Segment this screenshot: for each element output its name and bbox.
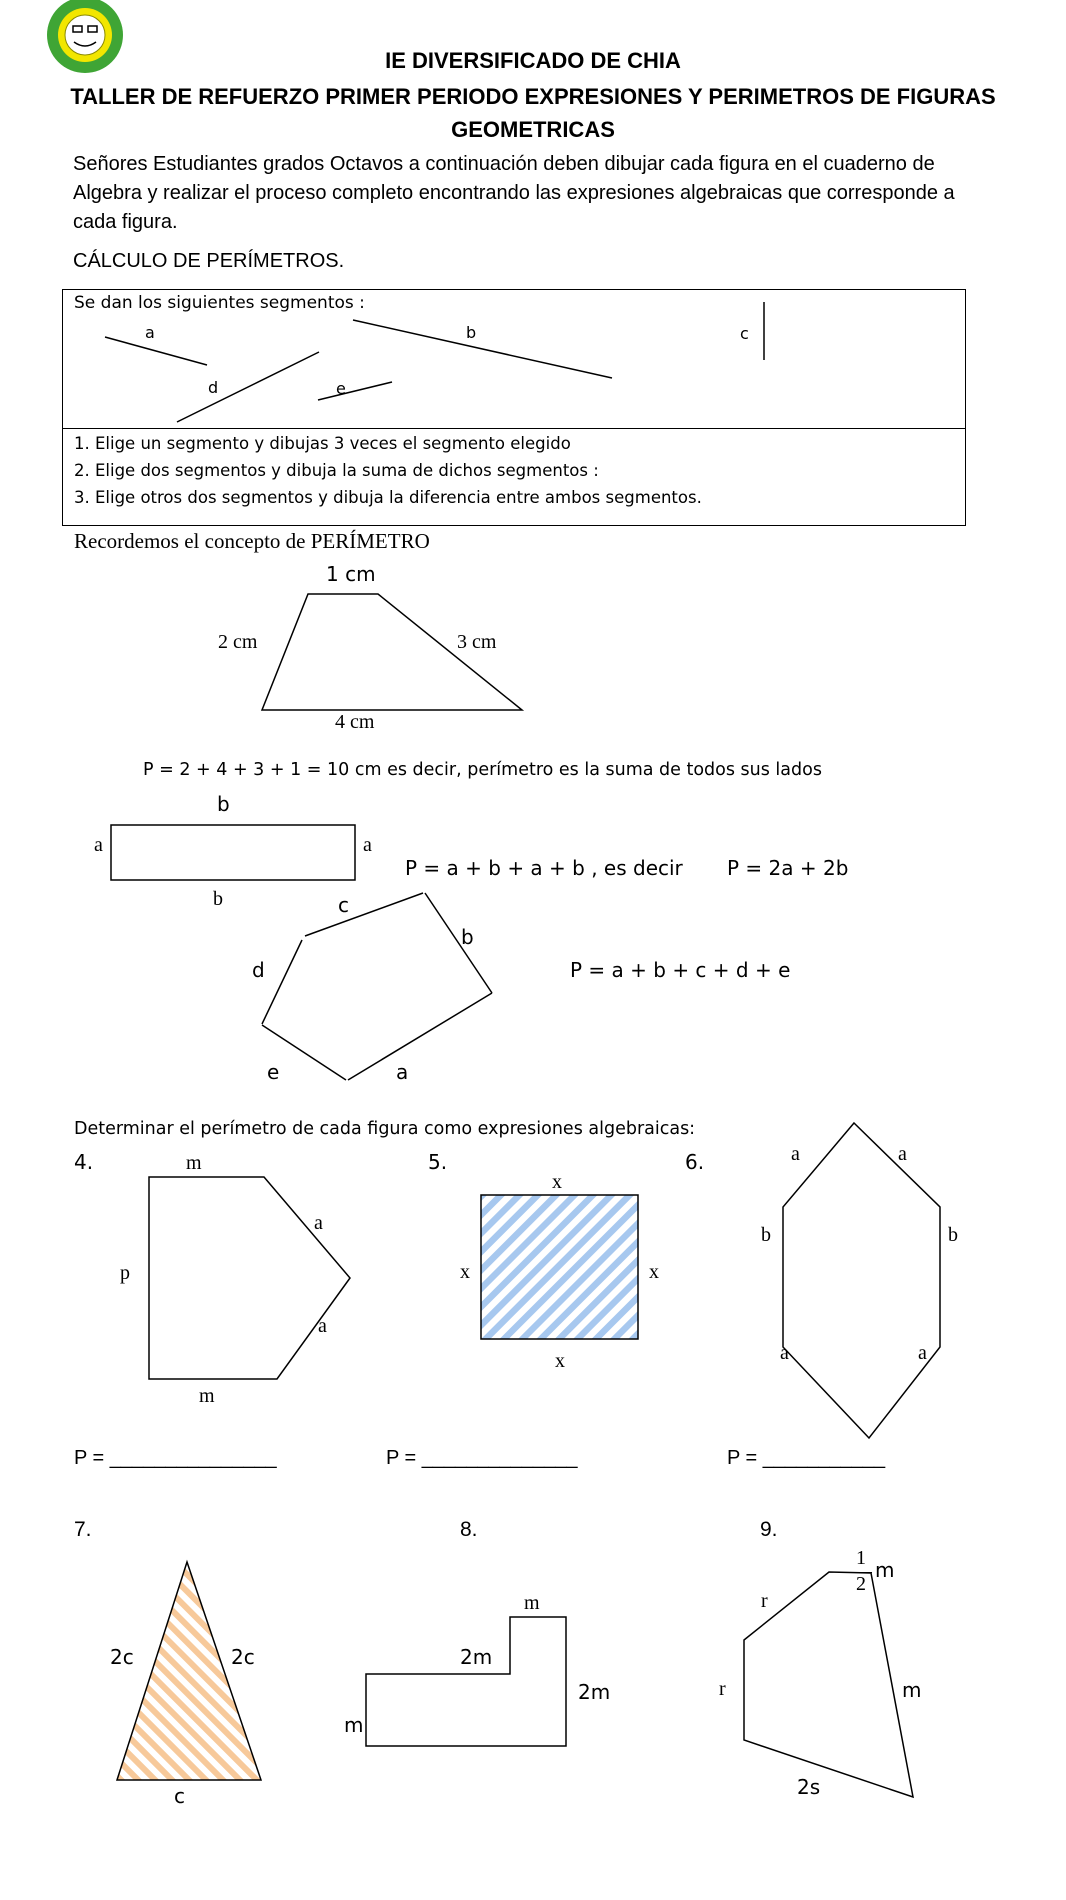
answer-5-prefix: P = <box>386 1447 422 1469</box>
exercise-number-8: 8. <box>460 1518 478 1541</box>
page-title-line2: GEOMETRICAS <box>451 117 615 142</box>
figure-9-polygon <box>744 1572 913 1797</box>
trap-label-left: 2 cm <box>218 631 258 653</box>
fig9-frac-num: 1 <box>856 1547 866 1569</box>
trap-label-top: 1 cm <box>326 562 376 586</box>
fig5-label-right: x <box>649 1261 659 1283</box>
intro-line2: Algebra y realizar el proceso completo encontrando las expresiones algebraicas que corresponde a <box>73 182 955 204</box>
pent-label-d: d <box>252 958 265 982</box>
answer-6-prefix: P = <box>727 1447 763 1469</box>
exercise-number-5: 5. <box>428 1150 448 1174</box>
pent-label-b: b <box>461 925 474 949</box>
exercise-number-4: 4. <box>74 1150 94 1174</box>
figure-8-l-shape <box>366 1617 566 1746</box>
task-2: 2. Elige dos segmentos y dibuja la suma de dichos segmentos : <box>74 461 599 480</box>
segment-label-b: b <box>466 323 477 342</box>
pent-label-e: e <box>267 1060 280 1084</box>
fig5-label-left: x <box>460 1261 470 1283</box>
answer-4-prefix: P = <box>74 1447 110 1469</box>
fig9-label-r-top: r <box>761 1590 768 1612</box>
rect-label-right: a <box>363 834 372 856</box>
fig4-label-a2: a <box>318 1315 327 1337</box>
rect-formula-simplified: P = 2a + 2b <box>727 856 849 880</box>
exercise-number-6: 6. <box>685 1150 705 1174</box>
task-1: 1. Elige un segmento y dibujas 3 veces el segmento elegido <box>74 434 571 453</box>
fig9-label-r-left: r <box>719 1678 726 1700</box>
segments-heading: Se dan los siguientes segmentos : <box>74 293 365 313</box>
rect-formula: P = a + b + a + b , es decir <box>405 856 683 880</box>
exercise-number-9: 9. <box>760 1518 778 1541</box>
fig6-label-a-bl: a <box>780 1342 789 1364</box>
fig5-label-top: x <box>552 1171 562 1193</box>
page-title-line1: TALLER DE REFUERZO PRIMER PERIODO EXPRESIONES Y PERIMETROS DE FIGURAS <box>70 84 996 109</box>
fig6-label-b-l: b <box>761 1224 771 1246</box>
task-3: 3. Elige otros dos segmentos y dibuja la diferencia entre ambos segmentos. <box>74 488 702 507</box>
pent-label-a: a <box>396 1060 409 1084</box>
fig9-label-m-right: m <box>902 1678 922 1702</box>
fig7-label-left: 2c <box>110 1645 134 1669</box>
fig4-label-a1: a <box>314 1212 323 1234</box>
answer-6 <box>727 1447 885 1470</box>
segment-label-a: a <box>145 323 155 342</box>
fig9-frac-unit: m <box>875 1558 895 1582</box>
school-name: IE DIVERSIFICADO DE CHIA <box>385 48 681 73</box>
fig9-frac-den: 2 <box>856 1573 866 1595</box>
fig6-label-b-r: b <box>948 1224 958 1246</box>
answer-6-blank[interactable]: ___________ <box>762 1447 886 1469</box>
concept-heading: Recordemos el concepto de PERÍMETRO <box>74 529 430 553</box>
fig4-label-bottom: m <box>199 1385 215 1407</box>
trap-label-bottom: 4 cm <box>335 711 375 733</box>
figure-6-hexagon <box>783 1123 940 1438</box>
intro-line1: Señores Estudiantes grados Octavos a continuación deben dibujar cada figura en el cuaderno de <box>73 153 935 175</box>
fig6-label-a-tr: a <box>898 1143 907 1165</box>
fig6-label-a-br: a <box>918 1342 927 1364</box>
answer-4 <box>74 1447 277 1470</box>
figure-4-pentagon <box>149 1177 350 1379</box>
exercise-instruction: Determinar el perímetro de cada figura como expresiones algebraicas: <box>74 1119 696 1139</box>
fig8-label-mid: 2m <box>460 1645 493 1669</box>
fig8-label-top: m <box>524 1592 540 1614</box>
intro-line3: cada figura. <box>73 211 178 233</box>
fig7-label-right: 2c <box>231 1645 255 1669</box>
pentagon <box>262 893 492 1080</box>
rect-label-bottom: b <box>213 888 223 910</box>
figure-7-triangle <box>117 1562 261 1780</box>
rect-label-left: a <box>94 834 103 856</box>
perimeter-formula: P = 2 + 4 + 3 + 1 = 10 cm es decir, perímetro es la suma de todos sus lados <box>143 760 822 780</box>
section-title: CÁLCULO DE PERÍMETROS. <box>73 250 345 272</box>
segment-label-e: e <box>336 379 346 398</box>
answer-5 <box>386 1447 578 1470</box>
fig8-label-left: m <box>344 1713 364 1737</box>
fig5-label-bottom: x <box>555 1350 565 1372</box>
fig4-label-top: m <box>186 1152 202 1174</box>
fig4-label-left: p <box>120 1262 130 1284</box>
pent-label-c: c <box>338 893 349 917</box>
answer-5-blank[interactable]: ______________ <box>421 1447 578 1469</box>
rectangle <box>111 825 355 880</box>
fig8-label-right: 2m <box>578 1680 611 1704</box>
figure-5-square <box>481 1195 638 1339</box>
trap-label-right: 3 cm <box>457 631 497 653</box>
pent-formula: P = a + b + c + d + e <box>570 958 791 982</box>
rect-label-top: b <box>217 792 230 816</box>
answer-4-blank[interactable]: _______________ <box>109 1447 277 1469</box>
segment-label-d: d <box>208 378 219 397</box>
fig6-label-a-tl: a <box>791 1143 800 1165</box>
fig9-label-bottom: 2s <box>797 1775 821 1799</box>
fig7-label-bottom: c <box>174 1784 185 1808</box>
segment-label-c: c <box>740 324 749 343</box>
exercise-number-7: 7. <box>74 1518 92 1541</box>
